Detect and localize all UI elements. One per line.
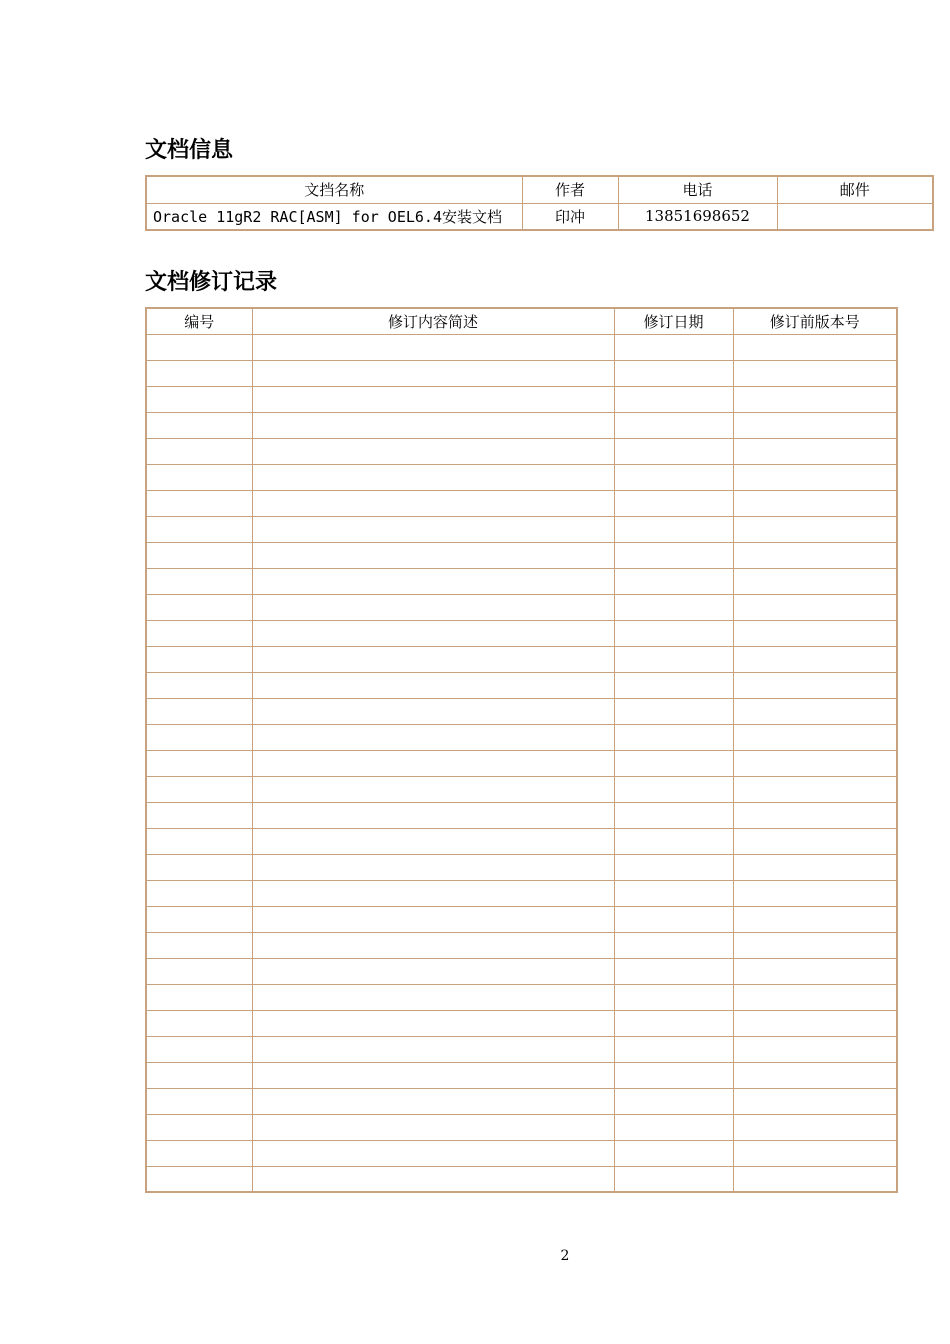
- table-row: [146, 438, 897, 464]
- number-cell: [146, 516, 252, 542]
- date-cell: [614, 464, 733, 490]
- header-phone: 电话: [618, 176, 777, 203]
- prev-version-cell: [733, 1010, 897, 1036]
- summary-cell: [252, 1010, 614, 1036]
- date-cell: [614, 1062, 733, 1088]
- summary-cell: [252, 724, 614, 750]
- table-row: [146, 516, 897, 542]
- summary-cell: [252, 828, 614, 854]
- date-cell: [614, 620, 733, 646]
- email-cell: [777, 203, 933, 230]
- number-cell: [146, 750, 252, 776]
- number-cell: [146, 828, 252, 854]
- date-cell: [614, 1088, 733, 1114]
- table-row: [146, 698, 897, 724]
- prev-version-cell: [733, 698, 897, 724]
- date-cell: [614, 828, 733, 854]
- prev-version-cell: [733, 542, 897, 568]
- prev-version-cell: [733, 1166, 897, 1192]
- number-cell: [146, 854, 252, 880]
- summary-cell: [252, 646, 614, 672]
- doc-info-data-row: [146, 203, 933, 230]
- author-cell: 印冲: [522, 203, 618, 230]
- summary-cell: [252, 802, 614, 828]
- date-cell: [614, 360, 733, 386]
- date-cell: [614, 724, 733, 750]
- summary-cell: [252, 1036, 614, 1062]
- number-cell: [146, 360, 252, 386]
- phone-cell: 13851698652: [618, 203, 777, 230]
- number-cell: [146, 386, 252, 412]
- prev-version-cell: [733, 646, 897, 672]
- prev-version-cell: [733, 828, 897, 854]
- table-row: [146, 1166, 897, 1192]
- revision-record-table: [145, 307, 898, 1193]
- number-cell: [146, 906, 252, 932]
- table-row: [146, 776, 897, 802]
- number-cell: [146, 1036, 252, 1062]
- table-row: [146, 932, 897, 958]
- prev-version-cell: [733, 1036, 897, 1062]
- prev-version-cell: [733, 906, 897, 932]
- number-cell: [146, 412, 252, 438]
- table-row: [146, 1140, 897, 1166]
- date-cell: [614, 490, 733, 516]
- prev-version-cell: [733, 854, 897, 880]
- summary-cell: [252, 620, 614, 646]
- header-number: 编号: [146, 308, 252, 334]
- revision-record-heading: 文档修订记录: [145, 270, 278, 295]
- date-cell: [614, 698, 733, 724]
- table-row: [146, 984, 897, 1010]
- number-cell: [146, 1088, 252, 1114]
- table-row: [146, 490, 897, 516]
- number-cell: [146, 1166, 252, 1192]
- summary-cell: [252, 1088, 614, 1114]
- summary-cell: [252, 984, 614, 1010]
- date-cell: [614, 1140, 733, 1166]
- table-row: [146, 620, 897, 646]
- number-cell: [146, 490, 252, 516]
- date-cell: [614, 1010, 733, 1036]
- number-cell: [146, 438, 252, 464]
- summary-cell: [252, 412, 614, 438]
- summary-cell: [252, 360, 614, 386]
- doc-info-table: [145, 175, 934, 231]
- number-cell: [146, 724, 252, 750]
- number-cell: [146, 672, 252, 698]
- date-cell: [614, 854, 733, 880]
- table-row: [146, 1036, 897, 1062]
- prev-version-cell: [733, 724, 897, 750]
- table-row: [146, 568, 897, 594]
- table-row: [146, 1088, 897, 1114]
- prev-version-cell: [733, 464, 897, 490]
- prev-version-cell: [733, 490, 897, 516]
- prev-version-cell: [733, 802, 897, 828]
- number-cell: [146, 984, 252, 1010]
- summary-cell: [252, 1166, 614, 1192]
- number-cell: [146, 958, 252, 984]
- table-row: [146, 880, 897, 906]
- summary-cell: [252, 932, 614, 958]
- header-prev-version: 修订前版本号: [733, 308, 897, 334]
- date-cell: [614, 958, 733, 984]
- prev-version-cell: [733, 984, 897, 1010]
- number-cell: [146, 1114, 252, 1140]
- date-cell: [614, 568, 733, 594]
- prev-version-cell: [733, 932, 897, 958]
- number-cell: [146, 542, 252, 568]
- date-cell: [614, 1036, 733, 1062]
- number-cell: [146, 1062, 252, 1088]
- summary-cell: [252, 1140, 614, 1166]
- date-cell: [614, 386, 733, 412]
- summary-cell: [252, 490, 614, 516]
- table-row: [146, 386, 897, 412]
- prev-version-cell: [733, 386, 897, 412]
- summary-cell: [252, 542, 614, 568]
- table-row: [146, 906, 897, 932]
- table-row: [146, 542, 897, 568]
- prev-version-cell: [733, 334, 897, 360]
- summary-cell: [252, 958, 614, 984]
- number-cell: [146, 698, 252, 724]
- summary-cell: [252, 776, 614, 802]
- table-row: [146, 1114, 897, 1140]
- prev-version-cell: [733, 438, 897, 464]
- header-doc-name: 文挡名称: [146, 176, 522, 203]
- header-email: 邮件: [777, 176, 933, 203]
- summary-cell: [252, 1062, 614, 1088]
- prev-version-cell: [733, 1088, 897, 1114]
- summary-cell: [252, 516, 614, 542]
- prev-version-cell: [733, 360, 897, 386]
- date-cell: [614, 750, 733, 776]
- date-cell: [614, 542, 733, 568]
- table-row: [146, 1062, 897, 1088]
- summary-cell: [252, 854, 614, 880]
- prev-version-cell: [733, 516, 897, 542]
- summary-cell: [252, 334, 614, 360]
- summary-cell: [252, 698, 614, 724]
- prev-version-cell: [733, 1140, 897, 1166]
- table-row: [146, 958, 897, 984]
- date-cell: [614, 932, 733, 958]
- date-cell: [614, 880, 733, 906]
- prev-version-cell: [733, 776, 897, 802]
- prev-version-cell: [733, 412, 897, 438]
- number-cell: [146, 594, 252, 620]
- date-cell: [614, 984, 733, 1010]
- date-cell: [614, 646, 733, 672]
- date-cell: [614, 1114, 733, 1140]
- number-cell: [146, 1140, 252, 1166]
- header-date: 修订日期: [614, 308, 733, 334]
- number-cell: [146, 334, 252, 360]
- number-cell: [146, 568, 252, 594]
- doc-info-heading: 文档信息: [145, 138, 234, 163]
- prev-version-cell: [733, 594, 897, 620]
- number-cell: [146, 464, 252, 490]
- summary-cell: [252, 672, 614, 698]
- table-row: [146, 1010, 897, 1036]
- header-author: 作者: [522, 176, 618, 203]
- number-cell: [146, 646, 252, 672]
- table-row: [146, 828, 897, 854]
- summary-cell: [252, 438, 614, 464]
- prev-version-cell: [733, 1062, 897, 1088]
- summary-cell: [252, 568, 614, 594]
- date-cell: [614, 672, 733, 698]
- table-row: [146, 412, 897, 438]
- prev-version-cell: [733, 672, 897, 698]
- doc-name-cell: Oracle 11gR2 RAC[ASM] for OEL6.4安装文档: [146, 203, 522, 230]
- table-row: [146, 802, 897, 828]
- summary-cell: [252, 464, 614, 490]
- number-cell: [146, 1010, 252, 1036]
- date-cell: [614, 802, 733, 828]
- summary-cell: [252, 386, 614, 412]
- revision-header-row: [146, 308, 897, 334]
- table-row: [146, 464, 897, 490]
- summary-cell: [252, 750, 614, 776]
- table-row: [146, 672, 897, 698]
- prev-version-cell: [733, 750, 897, 776]
- prev-version-cell: [733, 880, 897, 906]
- summary-cell: [252, 594, 614, 620]
- table-row: [146, 724, 897, 750]
- table-row: [146, 594, 897, 620]
- number-cell: [146, 776, 252, 802]
- date-cell: [614, 776, 733, 802]
- date-cell: [614, 594, 733, 620]
- number-cell: [146, 620, 252, 646]
- table-row: [146, 750, 897, 776]
- prev-version-cell: [733, 568, 897, 594]
- prev-version-cell: [733, 1114, 897, 1140]
- page-number: 2: [560, 1248, 570, 1264]
- date-cell: [614, 334, 733, 360]
- doc-info-header-row: [146, 176, 933, 203]
- summary-cell: [252, 880, 614, 906]
- date-cell: [614, 516, 733, 542]
- header-summary: 修订内容简述: [252, 308, 614, 334]
- date-cell: [614, 906, 733, 932]
- date-cell: [614, 1166, 733, 1192]
- prev-version-cell: [733, 620, 897, 646]
- prev-version-cell: [733, 958, 897, 984]
- table-row: [146, 360, 897, 386]
- table-row: [146, 334, 897, 360]
- number-cell: [146, 802, 252, 828]
- table-row: [146, 854, 897, 880]
- summary-cell: [252, 906, 614, 932]
- summary-cell: [252, 1114, 614, 1140]
- table-row: [146, 646, 897, 672]
- number-cell: [146, 880, 252, 906]
- number-cell: [146, 932, 252, 958]
- date-cell: [614, 438, 733, 464]
- date-cell: [614, 412, 733, 438]
